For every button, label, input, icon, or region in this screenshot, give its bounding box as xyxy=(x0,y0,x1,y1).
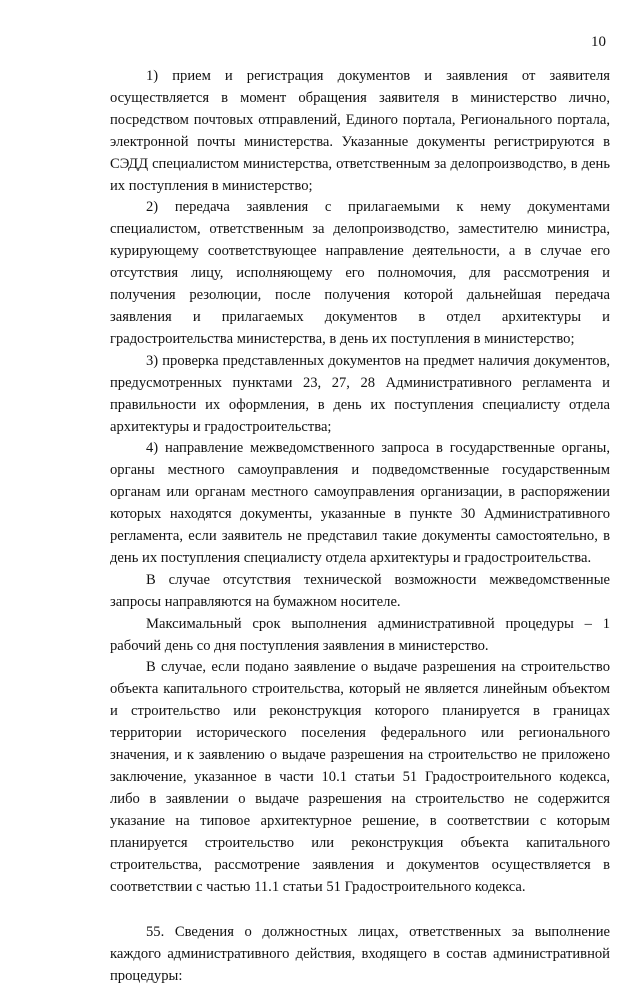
paragraph-item-2: 2) передача заявления с прилагаемыми к нему документами специалистом, ответственным за делопроизводство, заместителю министра, курирующему соответствующее направление деятельности, а в случае его отсутствия лицу, исполняющему его полномочия, для рассмотрения и получения резолюции, после получения которой дальнейшая передача заявления и прилагаемых документов в отдел архитектуры и градостроительства министерства, в день их поступления в министерство; xyxy=(110,199,610,347)
page-number: 10 xyxy=(591,34,606,50)
paragraph-item-3: 3) проверка представленных документов на предмет наличия документов, предусмотренных пунктами 23, 27, 28 Административного регламента и правильности их оформления, в день их поступления специалисту отдела архитектуры и градостроительства; xyxy=(110,352,610,435)
paragraph-max-term: Максимальный срок выполнения административной процедуры – 1 рабочий день со дня поступления заявления в министерство. xyxy=(110,615,610,654)
document-body xyxy=(110,66,610,988)
paragraph-item-4: 4) направление межведомственного запроса в государственные органы, органы местного самоуправления и подведомственные государственным органам или органам местного самоуправления организации, в распоряжении которых находятся документы, указанные в пункте 30 Административного регламента, если заявитель не представил такие документы самостоятельно, в день их поступления специалисту отдела архитектуры и градостроительства. xyxy=(110,440,610,566)
paragraph-paper-requests: В случае отсутствия технической возможности межведомственные запросы направляются на бумажном носителе. xyxy=(110,571,610,610)
section-55-heading: 55. Сведения о должностных лицах, ответственных за выполнение каждого административного действия, входящего в состав административной процедуры: xyxy=(110,924,610,985)
paragraph-historic-settlement: В случае, если подано заявление о выдаче разрешения на строительство объекта капитального строительства, который не является линейным объектом и строительство или реконструкция которого планируется в границах территории исторического поселения федерального или регионального значения, и к заявлению о выдаче разрешения на строительство не приложено заключение, указанное в части 10.1 статьи 51 Градостроительного кодекса, либо в заявлении о выдаче разрешения на строительство не содержится указание на типовое архитектурное решение, в соответствии с которым планируется строительство или реконструкция объекта капитального строительства, рассмотрение заявления и документов осуществляется в соответствии с частью 11.1 статьи 51 Градостроительного кодекса. xyxy=(110,659,610,895)
paragraph-item-1: 1) прием и регистрация документов и заявления от заявителя осуществляется в момент обращения заявителя в министерство лично, посредством почтовых отправлений, Единого портала, Регионального портала, электронной почты министерства. Указанные документы регистрируются в СЭДД специалистом министерства, ответственным за делопроизводство, в день их поступления в министерство; xyxy=(110,68,610,194)
